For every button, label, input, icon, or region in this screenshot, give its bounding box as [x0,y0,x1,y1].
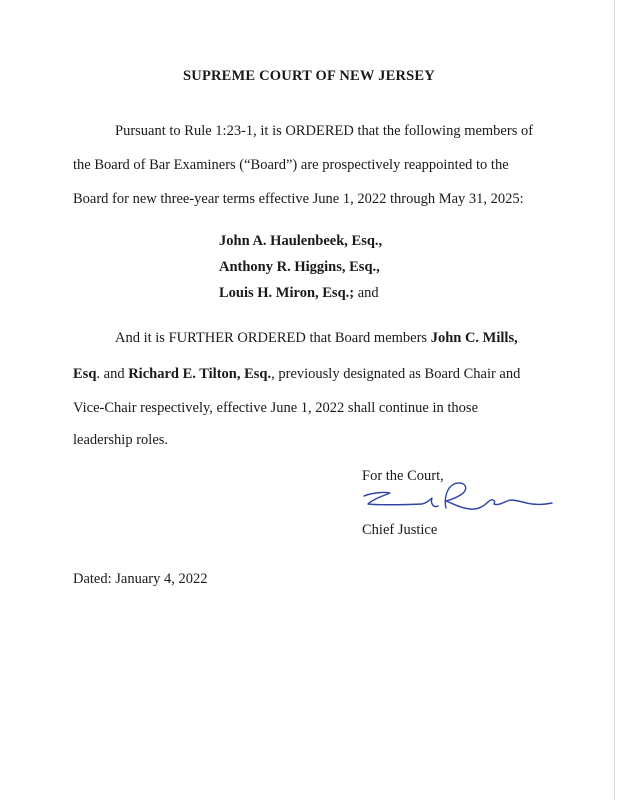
further-order-line-2: Esq. and Richard E. Tilton, Esq., previously designated as Board Chair and [73,366,521,382]
order-paragraph-line-1: Pursuant to Rule 1:23-1, it is ORDERED that the following members of [115,123,534,139]
member-name-1: John A. Haulenbeek, Esq., [219,233,383,249]
further-order-line-4: leadership roles. [73,432,169,448]
for-the-court-label: For the Court, [362,468,444,484]
document-title: SUPREME COURT OF NEW JERSEY [183,68,435,84]
dated-line: Dated: January 4, 2022 [73,571,208,587]
order-paragraph-line-3: Board for new three-year terms effective June 1, 2022 through May 31, 2025: [73,191,524,207]
further-order-line-1: And it is FURTHER ORDERED that Board members John C. Mills, [115,330,518,346]
member-name-2: Anthony R. Higgins, Esq., [219,259,380,275]
signature-last-name-stroke [445,483,552,509]
order-paragraph-line-2: the Board of Bar Examiners (“Board”) are prospectively reappointed to the [73,157,509,173]
page-edge-line [614,0,615,800]
signature-first-name-stroke [364,492,438,506]
further-order-line-3: Vice-Chair respectively, effective June 1, 2022 shall continue in those [73,400,479,416]
chief-justice-title: Chief Justice [362,522,438,538]
member-name-3: Louis H. Miron, Esq.; and [219,285,379,301]
handwritten-signature [360,478,555,520]
